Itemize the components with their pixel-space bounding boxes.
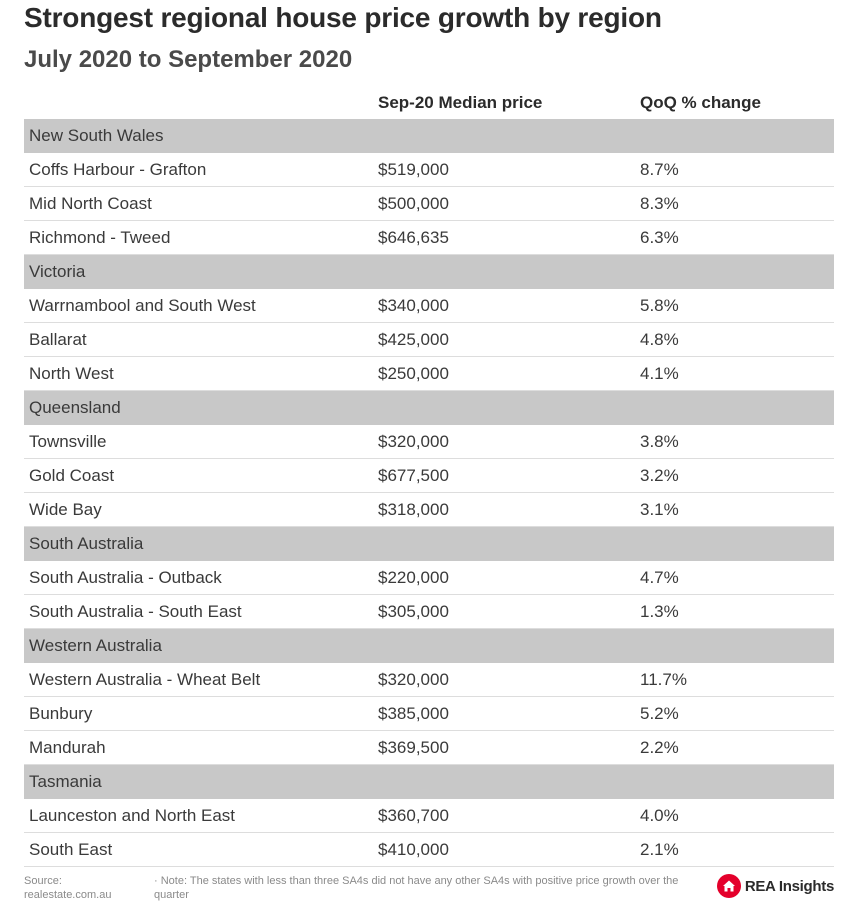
state-name: Tasmania: [29, 772, 102, 791]
region-name: Mandurah: [29, 738, 106, 757]
group-row: [24, 765, 834, 799]
table-row: [24, 493, 834, 527]
group-row: [24, 629, 834, 663]
region-name: Western Australia - Wheat Belt: [29, 670, 261, 689]
region-name: Warrnambool and South West: [29, 296, 256, 315]
group-row: [24, 255, 834, 289]
median-price: $519,000: [378, 160, 449, 179]
qoq-change: 3.2%: [640, 466, 679, 485]
median-price: $318,000: [378, 500, 449, 519]
table-row: [24, 561, 834, 595]
qoq-change: 2.1%: [640, 840, 679, 859]
qoq-change: 8.3%: [640, 194, 679, 213]
region-name: Richmond - Tweed: [29, 228, 171, 247]
region-name: Gold Coast: [29, 466, 115, 485]
median-price: $677,500: [378, 466, 449, 485]
qoq-change: 3.1%: [640, 500, 679, 519]
table-row: [24, 799, 834, 833]
table-row: [24, 187, 834, 221]
table-row: [24, 221, 834, 255]
state-name: South Australia: [29, 534, 144, 553]
table-row: [24, 357, 834, 391]
qoq-change: 11.7%: [640, 670, 687, 689]
table-row: [24, 663, 834, 697]
table-row: [24, 323, 834, 357]
table-row: [24, 459, 834, 493]
median-price: $320,000: [378, 670, 449, 689]
price-table: [24, 86, 834, 867]
table-body: [24, 119, 834, 867]
region-name: Coffs Harbour - Grafton: [29, 160, 207, 179]
median-price: $646,635: [378, 228, 449, 247]
footnote: · Note: The states with less than three SA4s did not have any other SA4s with positive price growth over the quarter: [154, 875, 679, 901]
table-row: [24, 425, 834, 459]
region-name: South Australia - South East: [29, 602, 242, 621]
region-name: North West: [29, 364, 114, 383]
region-name: Townsville: [29, 432, 107, 451]
table-header: [24, 86, 834, 119]
qoq-change: 4.1%: [640, 364, 679, 383]
median-price: $369,500: [378, 738, 449, 757]
region-name: Wide Bay: [29, 500, 102, 519]
median-price: $250,000: [378, 364, 449, 383]
region-name: Bunbury: [29, 704, 93, 723]
qoq-change: 8.7%: [640, 160, 679, 179]
footer: [24, 874, 834, 914]
table-row: [24, 731, 834, 765]
median-price: $340,000: [378, 296, 449, 315]
region-name: Ballarat: [29, 330, 87, 349]
region-name: Launceston and North East: [29, 806, 236, 825]
state-name: New South Wales: [29, 126, 164, 145]
qoq-change: 5.8%: [640, 296, 679, 315]
state-name: Queensland: [29, 398, 121, 417]
table-row: [24, 595, 834, 629]
region-name: South Australia - Outback: [29, 568, 222, 587]
median-price: $425,000: [378, 330, 449, 349]
median-price: $410,000: [378, 840, 449, 859]
logo-text: REA Insights: [744, 877, 834, 895]
table-row: [24, 153, 834, 187]
group-row: [24, 391, 834, 425]
chart-title: Strongest regional house price growth by region: [24, 2, 662, 33]
median-price: $320,000: [378, 432, 449, 451]
qoq-change: 1.3%: [640, 602, 679, 621]
region-name: South East: [29, 840, 113, 859]
rea-house-icon: [717, 874, 741, 898]
median-price: $385,000: [378, 704, 449, 723]
table-row: [24, 289, 834, 323]
median-price: $305,000: [378, 602, 449, 621]
source-note: Source: realestate.com.au: [24, 875, 112, 901]
group-row: [24, 527, 834, 561]
qoq-change: 4.7%: [640, 568, 679, 587]
header-median-price: Sep-20 Median price: [378, 93, 543, 112]
qoq-change: 5.2%: [640, 704, 679, 723]
rea-insights-logo: [717, 874, 834, 898]
header-qoq-change: QoQ % change: [640, 93, 761, 112]
qoq-change: 2.2%: [640, 738, 679, 757]
qoq-change: 4.8%: [640, 330, 679, 349]
qoq-change: 6.3%: [640, 228, 679, 247]
state-name: Western Australia: [29, 636, 162, 655]
median-price: $220,000: [378, 568, 449, 587]
median-price: $500,000: [378, 194, 449, 213]
table-row: [24, 833, 834, 867]
region-name: Mid North Coast: [29, 194, 152, 213]
median-price: $360,700: [378, 806, 449, 825]
table-row: [24, 697, 834, 731]
qoq-change: 3.8%: [640, 432, 679, 451]
chart-subtitle: July 2020 to September 2020: [24, 46, 353, 73]
qoq-change: 4.0%: [640, 806, 679, 825]
group-row: [24, 119, 834, 153]
state-name: Victoria: [29, 262, 86, 281]
